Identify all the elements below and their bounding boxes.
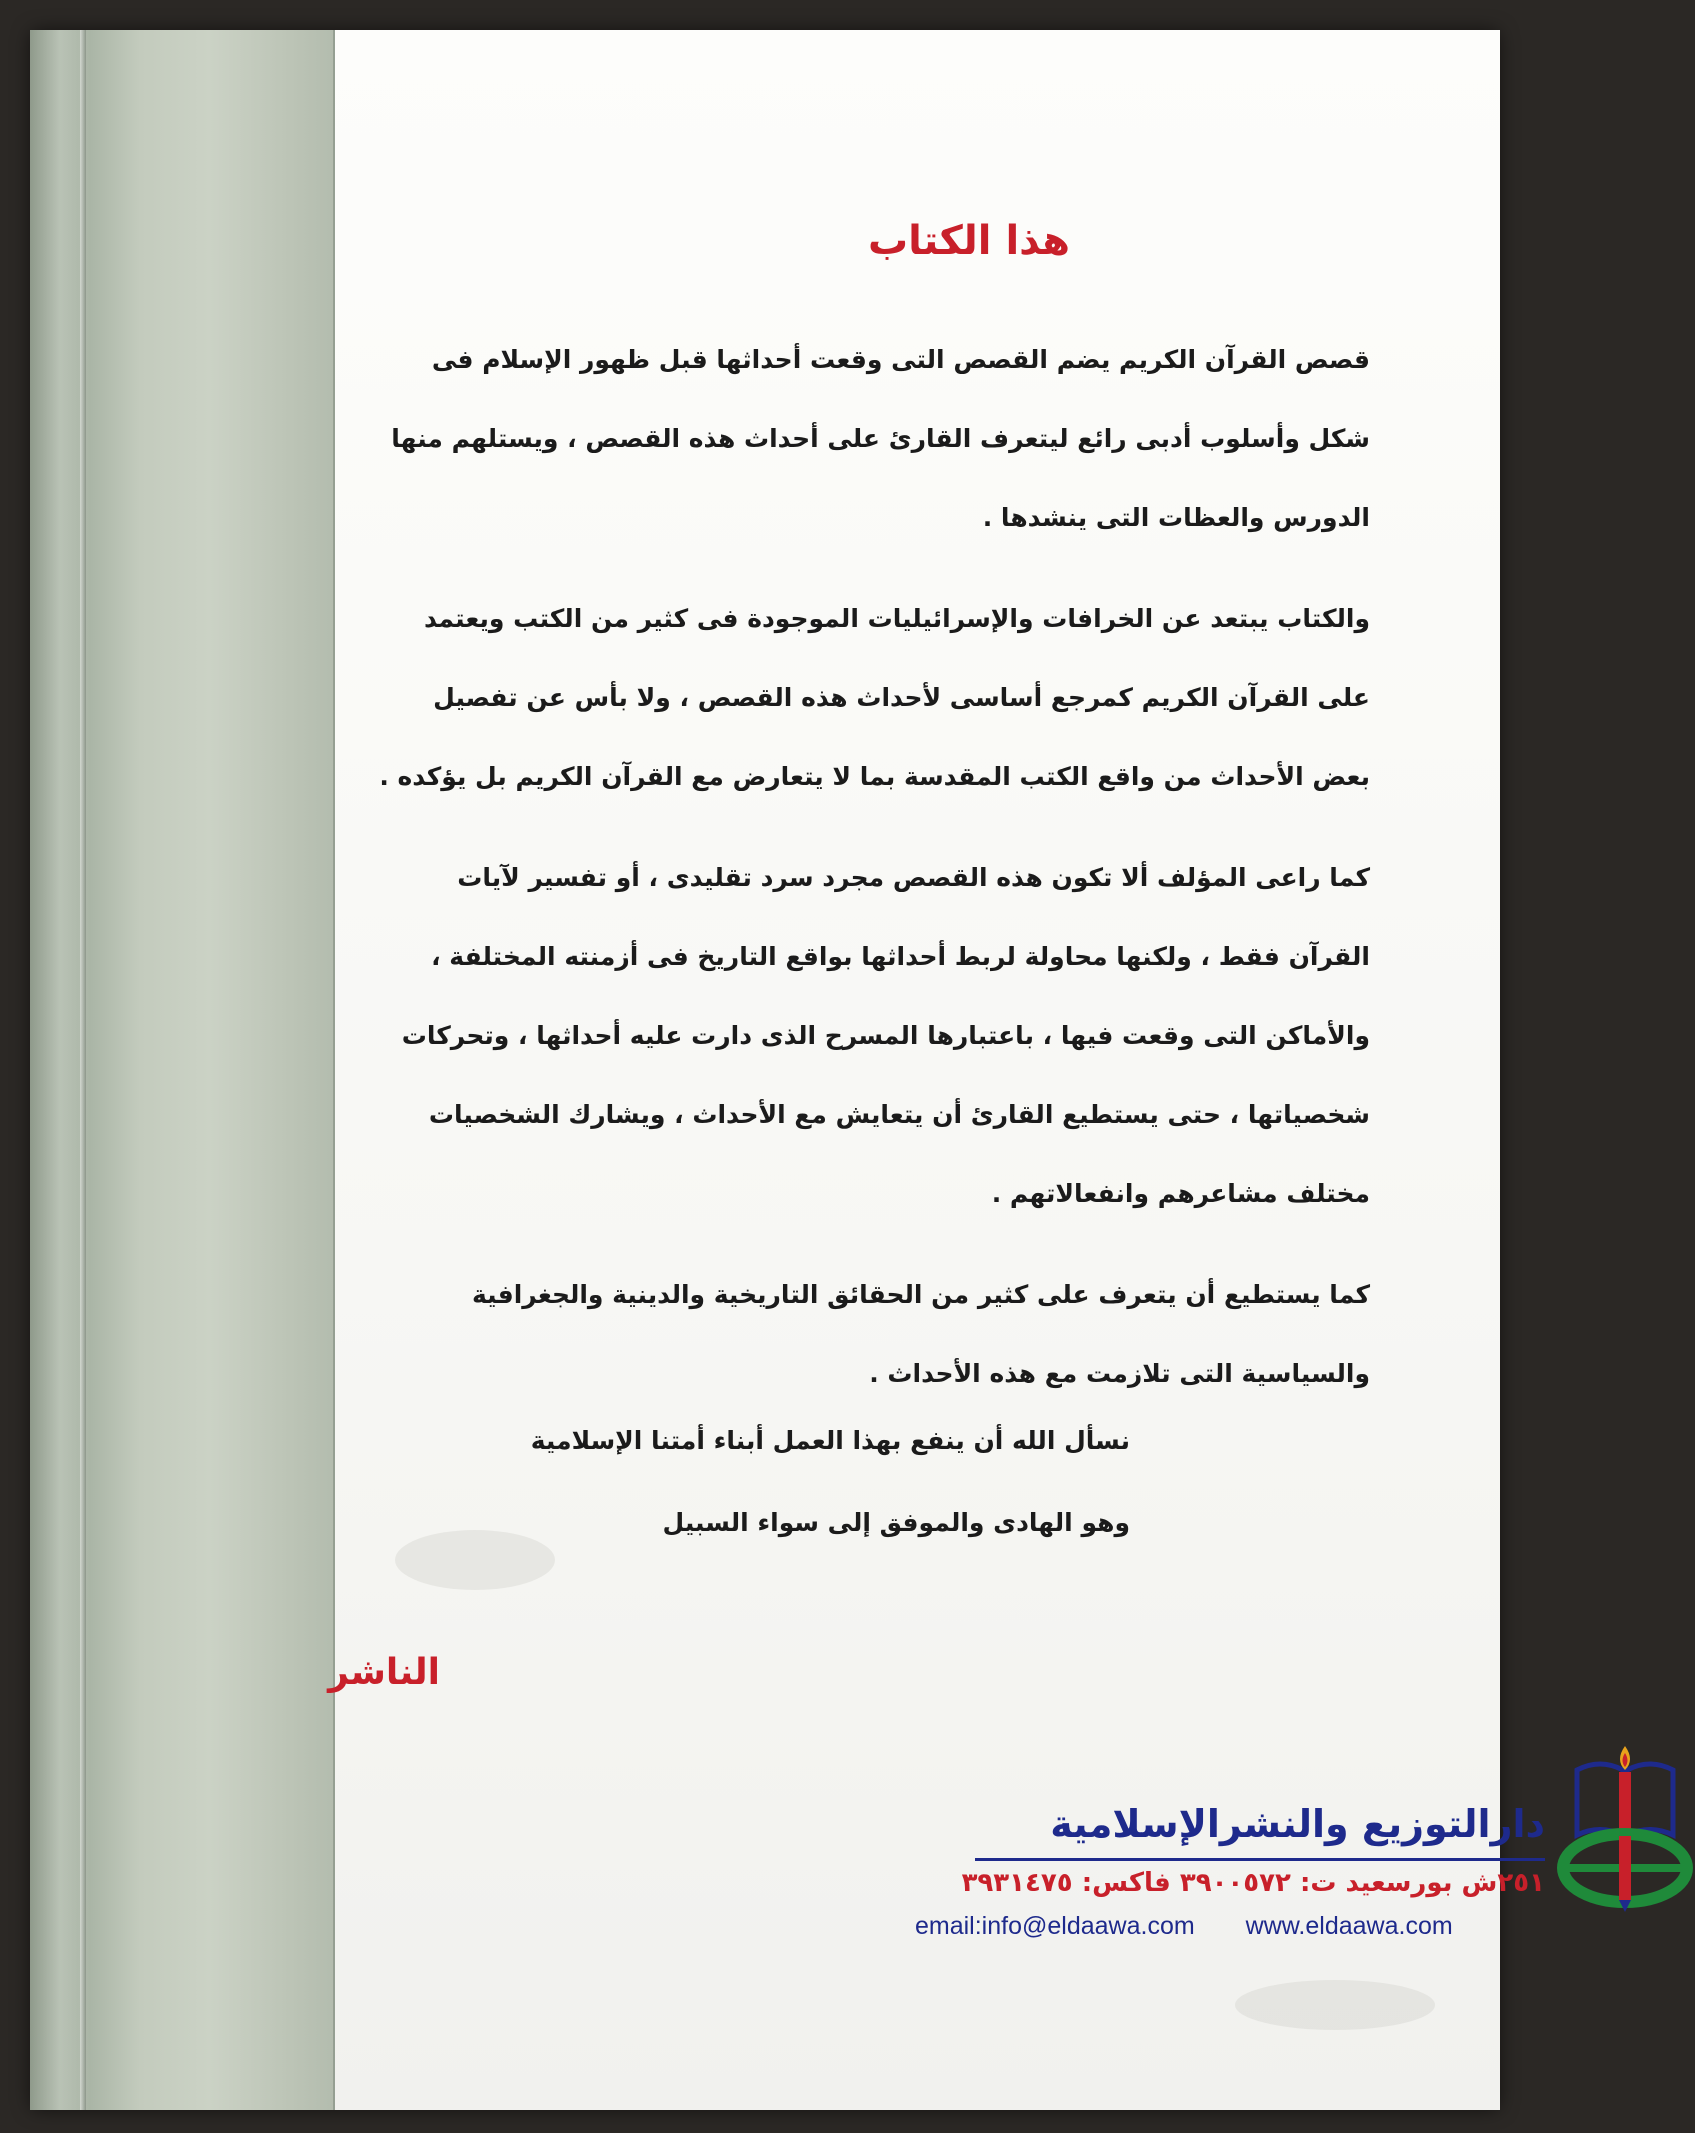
- publisher-email: email:info@eldaawa.com: [915, 1912, 1195, 1940]
- blurb-paragraph: [400, 838, 1370, 1233]
- blurb-line: شخصياتها ، حتى يستطيع القارئ أن يتعايش مع الأحداث ، ويشارك الشخصيات: [428, 1100, 1370, 1129]
- candle-book-emblem-icon: [1555, 1740, 1695, 1915]
- blurb-line: شكل وأسلوب أدبى رائع ليتعرف القارئ على أحداث هذه القصص ، ويستلهم منها: [391, 424, 1370, 453]
- blurb-line: القرآن فقط ، ولكنها محاولة لربط أحداثها بواقع التاريخ فى أزمنته المختلفة ،: [431, 942, 1370, 971]
- publisher-block: [915, 1740, 1695, 1970]
- blurb-line: والأماكن التى وقعت فيها ، باعتبارها المسرح الذى دارت عليه أحداثها ، وتحركات: [401, 1021, 1370, 1050]
- blurb-line: قصص القرآن الكريم يضم القصص التى وقعت أحداثها قبل ظهور الإسلام فى: [431, 345, 1370, 374]
- scuff-mark: [1235, 1980, 1435, 2030]
- publisher-name: دارالتوزيع والنشرالإسلامية: [1050, 1802, 1545, 1846]
- closing-line: نسأل الله أن ينفع بهذا العمل أبناء أمتنا الإسلامية: [530, 1426, 1130, 1455]
- blurb-paragraph: [379, 579, 1370, 816]
- publisher-website: www.eldaawa.com: [1245, 1912, 1453, 1940]
- publisher-name-underline: [975, 1858, 1545, 1861]
- book-back-cover: [30, 30, 1545, 2110]
- blurb-line: والكتاب يبتعد عن الخرافات والإسرائيليات الموجودة فى كثير من الكتب ويعتمد: [423, 604, 1370, 633]
- closing-line: وهو الهادى والموفق إلى سواء السبيل: [662, 1508, 1130, 1537]
- blurb-text: [379, 320, 1370, 1435]
- blurb-paragraph: [400, 1255, 1370, 1413]
- book-spine: [30, 30, 335, 2110]
- blurb-line: على القرآن الكريم كمرجع أساسى لأحداث هذه القصص ، ولا بأس عن تفصيل: [433, 683, 1370, 712]
- blurb-line: الدورس والعظات التى ينشدها .: [982, 503, 1370, 532]
- blurb-paragraph: [391, 320, 1370, 557]
- spine-crease: [80, 30, 86, 2110]
- blurb-line: والسياسية التى تلازمت مع هذه الأحداث .: [869, 1359, 1370, 1388]
- blurb-line: بعض الأحداث من واقع الكتب المقدسة بما لا يتعارض مع القرآن الكريم بل يؤكده .: [379, 762, 1370, 791]
- closing-prayer: [531, 1400, 1130, 1564]
- publisher-contacts: [915, 1912, 1453, 1941]
- blurb-line: كما راعى المؤلف ألا تكون هذه القصص مجرد سرد تقليدى ، أو تفسير لآيات: [457, 863, 1370, 892]
- blurb-line: مختلف مشاعرهم وانفعالاتهم .: [991, 1179, 1370, 1208]
- publisher-address: ٢٥١ش بورسعيد ت: ٣٩٠٠٥٧٢ فاكس: ٣٩٣١٤٧٥: [961, 1868, 1545, 1898]
- blurb-line: كما يستطيع أن يتعرف على كثير من الحقائق التاريخية والدينية والجغرافية: [471, 1280, 1370, 1309]
- cover-panel: [328, 30, 1545, 2110]
- cover-heading: هذا الكتاب: [867, 218, 1070, 264]
- publisher-signature: الناشر: [328, 1652, 440, 1693]
